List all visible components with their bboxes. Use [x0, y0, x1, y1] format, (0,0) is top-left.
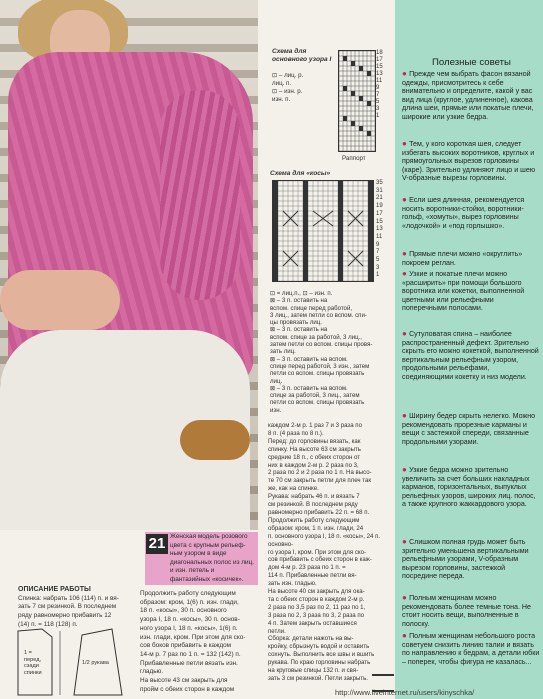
tip-text: Узкие бедра можно зрительно увеличить за счет больших накладных карманов, горизонтальных, выпуклых рельефных узоров, широких лиц. полос, а также крупного жаккардового узора. [402, 466, 536, 509]
tips-title: Полезные советы [432, 57, 511, 68]
text-line: 4 п. Затем закрыть оставшиеся [268, 619, 357, 627]
text-line: Продолжить работу следующим [268, 516, 360, 524]
legend-line: ⊠ – 3 п. оставить на вспом. [270, 384, 348, 392]
row-number: 7 [376, 249, 380, 256]
tip-item [402, 466, 540, 509]
row-number: 9 [376, 85, 380, 91]
caption-text: Женская модель розового цвета с крупным рельеф-ным узором в виде диагональных полос из лиц. и изн. петель и фантазийных «косичек». [170, 533, 255, 583]
legend-line: ⊡ = лиц.п., ⊡ – изн. п. [270, 290, 333, 297]
scheme-2-title: Схема для «косы» [270, 170, 331, 177]
description-title: ОПИСАНИЕ РАБОТЫ [18, 586, 91, 593]
tip-text: Прежде чем выбрать фасон вязаной одежды, присмотритесь к себе внимательно и определите, какой у вас вид лица (круглое, удлиненное), какова длина шеи, прямые или покатые плечи, широкие или узкие бедра. [402, 70, 534, 121]
tip-text: Ширину бедер скрыть нелегко. Можно рекомендовать прорезные карманы и вещи с застежкой спереди, связанные продольными узорами. [402, 412, 536, 446]
text-line: п. основного узора I, 18 п. «косы», 24 п. основно- [268, 532, 381, 548]
row-number: 1 [376, 272, 380, 279]
text-line: 8 п. (4 раза по 8 п.). [268, 429, 324, 437]
text-line: Продолжить работу следующим [140, 590, 236, 597]
bullet-icon: ● [402, 329, 410, 338]
row-number: 5 [376, 257, 380, 264]
legend-line: ⊡ – изн. р. [272, 88, 303, 95]
description-line: Спинка: набрать 106 (114) п. и вя- [18, 594, 119, 602]
tip-item [402, 632, 540, 666]
row-number: 9 [376, 241, 380, 248]
legend-line: ⊠ – 3 п. оставить на [270, 297, 328, 305]
tip-text: Если шея длинная, рекомендуется носить воротники-стойки, воротники-гольф, «хомуты», вырез горловины «лодочкой» и «под горлышко». [402, 196, 525, 230]
legend-line: вспом. спице перед работой, [270, 304, 353, 312]
text-line: Сборка: детали нажоть на вы- [268, 635, 354, 643]
text-line: дом 4-м р. 23 раза по 1 п. = [268, 564, 346, 572]
row-number: 35 [376, 180, 383, 186]
description-block [18, 586, 143, 630]
legend-line: спице перед работой, 3 изн., затем [270, 362, 370, 370]
row-number: 31 [376, 187, 383, 194]
text-line: Перед: до горловины вязать, как [268, 437, 361, 445]
legend-line: петли со вспом. спицы провязать [270, 370, 365, 378]
bullet-icon: ● [402, 631, 410, 640]
text-line: Прибавленные петли вязать изн. [140, 659, 238, 667]
model-photo [0, 0, 258, 530]
pattern-label-front: 1 = перед, сзади спинки [24, 650, 42, 676]
tip-item [402, 330, 540, 382]
bullet-icon: ● [402, 69, 410, 78]
row-number: 19 [376, 203, 383, 210]
scheme-1-row-numbers [376, 50, 392, 120]
bullet-icon: ● [402, 465, 410, 474]
text-line: 2 раза по 2 и 2 раза по 1 п. На высо- [268, 469, 372, 477]
text-line: сов прибавить с обеих сторон в каж- [268, 556, 372, 564]
text-line: см резинкой. В последнем ряду [268, 501, 358, 509]
text-line: сохнуть. Выполнить все швы и вшить [268, 651, 375, 659]
tip-text: Сутуловатая спина – наиболее распространенный дефект. Зрительно скрыть его можно кокеткой, выполненной вертикальным рельефным узором, продольными рельефами, соединяющими кокетку и низ модели. [402, 330, 539, 381]
text-line: 14-м р. 7 раз по 1 п. = 132 (142) п. [140, 650, 241, 658]
tip-item [402, 538, 540, 581]
pattern-label-sleeve: 1/2 рукава [82, 660, 109, 666]
row-number: 15 [376, 218, 383, 225]
text-line: го узора I, кром. При этом для ско- [268, 548, 367, 556]
legend-line: зать лиц. [270, 348, 296, 356]
tip-item [402, 196, 540, 230]
row-number: 3 [376, 264, 380, 271]
bullet-icon: ● [402, 411, 410, 420]
scheme-2-grid [272, 180, 374, 282]
text-line: петли. [268, 627, 286, 635]
text-line: На высоте 43 см закрыть для [140, 677, 228, 685]
text-line: 18 п. «косы», 30 п. основного [140, 607, 227, 615]
scheme-2-row-numbers [376, 180, 392, 280]
legend-line: лиц. п. [272, 80, 292, 87]
description-line: (14) п. = 118 (128) п. [18, 620, 78, 628]
text-line: образом: кром, 1(6) п. изн. глади, [140, 598, 239, 606]
text-line: рукава. По краю горловины набрать [268, 659, 371, 667]
text-line: каждом 2-м р. 1 раз 7 и 3 раза по [268, 422, 362, 429]
legend-line: ⊠ – 3 п. оставить на вспом. [270, 355, 348, 363]
text-line: узора I, 18 п. «косы», 30 п. основ- [140, 616, 240, 624]
row-number: 13 [376, 226, 383, 233]
scheme-1-legend [272, 72, 342, 104]
bullet-icon: ● [402, 249, 410, 258]
tip-item [402, 250, 540, 267]
text-line: 114 п. Прибавленные петли вя- [268, 572, 357, 580]
bullet-icon: ● [402, 139, 410, 148]
text-line: зать 3 см резинкой. Петли закрыть. [268, 675, 368, 682]
rapport-label: Раппорт [342, 155, 366, 162]
tip-item [402, 70, 540, 122]
watermark: http://www.liveinternet.ru/users/kinyschka/ [335, 688, 475, 697]
shoe [180, 420, 250, 460]
text-line: гладью. [140, 668, 164, 676]
text-line: 2 раза по 3,5 раз по 2, 11 раз по 1, [268, 603, 366, 611]
row-number: 15 [376, 64, 383, 70]
legend-line: цы провязать лиц. [270, 319, 322, 327]
legend-line: 3 лиц., затем петли со вспом. спи- [270, 311, 367, 319]
tip-text: Прямые плечи можно «округлить» покроем реглан. [402, 250, 523, 267]
legend-line: ⊠ – 3 п. оставить на [270, 326, 328, 334]
text-line: сов боков прибавить в каждом [140, 642, 232, 650]
text-line: средние 18 п., с обеих сторон от [268, 453, 361, 461]
tip-text: Тем, у кого короткая шея, следует избегать высоких воротников, круглых и прямоугольных вырезов горловины (каре). Зрительно удлиняют лицо и шею V-образные вырезы горловины. [402, 140, 536, 183]
tip-text: Полным женщинам небольшого роста советуем снизить линию талии и вязать по направлению к бедрам, а детали юбки – поперек, чтобы фигура не казалась... [402, 632, 540, 666]
legend-line: изн. п. [272, 96, 291, 103]
caption-number: 21 [146, 534, 168, 554]
legend-line: лиц. [270, 377, 283, 385]
bullet-icon: ● [402, 195, 410, 204]
bullet-icon: ● [402, 269, 410, 278]
bullet-icon: ● [402, 593, 410, 602]
row-number: 18 [376, 50, 383, 56]
row-number: 3 [376, 106, 380, 112]
tip-text: Полным женщинам можно рекомендовать более темные тона. Не стоит носить вещи, выполненные в полоску. [402, 594, 531, 628]
text-line: ного узора I, 18 п. «косы», 1(6) п. [140, 624, 238, 632]
text-line: равномерно прибавить 22 п. = 68 п. [268, 508, 370, 516]
row-number: 11 [376, 78, 383, 84]
legend-line: вспом. спице за работой, 3 лиц., [270, 333, 362, 341]
text-line: На высоте 40 см закрыть для ока- [268, 588, 365, 596]
tip-item [402, 270, 540, 313]
text-line: пройм с обеих сторон в каждом [140, 685, 235, 693]
text-line: на круговые спицы 132 п. и свя- [268, 667, 359, 675]
legend-line: спице за работой, 3 лиц., затем [270, 392, 360, 400]
row-number: 1 [376, 113, 380, 119]
row-number: 13 [376, 71, 383, 77]
legend-line: затем петли со вспом. спицы провя- [270, 341, 373, 349]
tip-text: Узкие и покатые плечи можно «расширить» при помощи большого воротника или кокетки, выполненной цветными или рельефными поперечными полосами. [402, 270, 525, 313]
row-number: 7 [376, 92, 380, 98]
scheme-1-title: Схема для основного узора I [272, 48, 332, 63]
text-line: зать изн. гладью. [268, 580, 317, 588]
text-line: спинку. На высоте 63 см закрыть [268, 445, 361, 453]
tip-item [402, 594, 540, 628]
legend-line: петли со вспом. спицы провязать [270, 399, 365, 407]
tip-text: Слишком полная грудь может быть зрительно уменьшена вертикальными рельефными узорами, V-образным вырезом горловины, застежкой посредине переда. [402, 538, 529, 581]
text-line: те 70 см закрыть петли для плеч так [268, 477, 372, 485]
row-number: 21 [376, 195, 383, 202]
legend-line: ⊡ – лиц. р. [272, 72, 304, 79]
text-line: образом: кром, 1 п. изн. глади, 24 [268, 524, 364, 532]
text-line: Рукава: набрать 46 п. и вязать 7 [268, 493, 360, 501]
sweater-sleeve [160, 90, 240, 300]
scheme-1-grid [338, 50, 376, 152]
row-number: 17 [376, 210, 383, 217]
row-number: 17 [376, 57, 383, 63]
arm [0, 270, 120, 330]
tip-item [402, 140, 540, 183]
row-number: 11 [376, 233, 383, 240]
text-line: же, как на спинке. [268, 485, 319, 493]
legend-line: изн. [270, 406, 282, 414]
text-line: кройку, сбрызнуть водой и оставить [268, 643, 370, 651]
description-line: ряду равномерно прибавить 12 [18, 612, 112, 620]
middle-column-text [140, 590, 260, 694]
cable-legend [270, 290, 392, 414]
text-line: изн. глади, кром. При этом для ско- [140, 633, 246, 641]
bullet-icon: ● [402, 537, 410, 546]
row-number: 5 [376, 99, 380, 105]
description-line: зать 7 см резинкой. В последнем [18, 603, 117, 611]
text-line: 3 раза по 2, 3 раза по 3, 2 раза по [268, 611, 365, 619]
tip-item [402, 412, 540, 446]
text-line: них в каждом 2-м р. 2 раза по 3, [268, 461, 359, 469]
right-body-text [268, 422, 394, 683]
text-line: та с обеих сторон в каждом 2-м р. [268, 595, 365, 603]
